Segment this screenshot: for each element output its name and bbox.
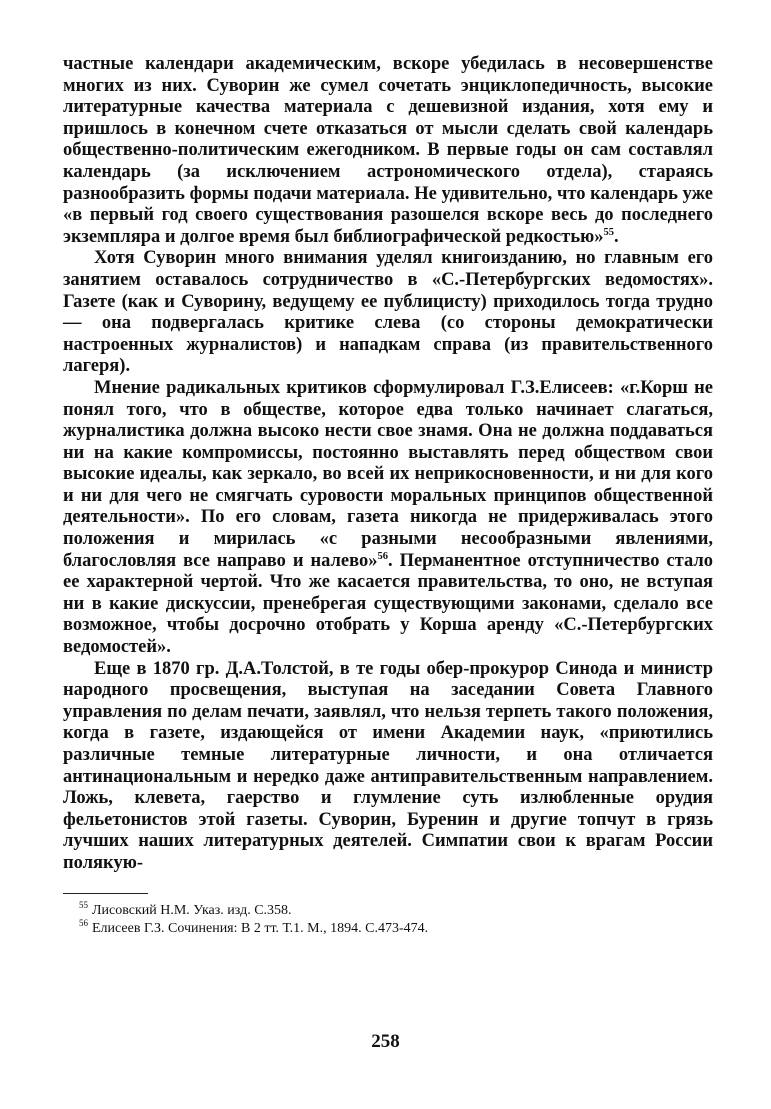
page-number: 258: [371, 1031, 400, 1052]
footnote-56-text: Елисеев Г.З. Сочинения: В 2 тт. Т.1. М., 1894. С.473-474.: [92, 920, 429, 936]
footnotes: [63, 899, 713, 938]
paragraph-1: [63, 54, 713, 248]
footnote-56: [63, 917, 713, 938]
paragraph-3-tail: . Перманентное отступничество стало ее характерной чертой. Что же касается правительства, то оно, не вступая ни в какие дискуссии, пренебрегая существующими законами, сделало все возможное, чтобы досрочно отобрать у Корша аренду «С.-Петербургских ведомостей».: [63, 550, 713, 658]
footnote-ref-55[interactable]: 55: [603, 226, 615, 238]
body-text: [63, 54, 713, 875]
footnote-divider: [63, 893, 148, 894]
footnote-55-mark: 55: [79, 899, 88, 910]
footnote-ref-56[interactable]: 56: [377, 550, 388, 562]
footnote-55: [63, 899, 713, 920]
paragraph-3-text: Мнение радикальных критиков сформулировал Г.З.Елисеев: «г.Корш не понял того, что в обществе, которое едва только начинает слагаться, журналистика должна высоко нести свое знамя. Она не должна поддаваться ни на какие компромиссы, постоянно выставлять перед обществом свои высокие идеалы, как зеркало, во всей их неприкосновенности, и ни для кого и ни для чего не смягчать суровости моральных принципов общественной деятельности». По его словам, газета никогда не придерживалась этого положения и мирилась «с разными несообразными явлениями, благословляя все направо и налево»: [63, 377, 713, 571]
page-content: [63, 54, 713, 938]
paragraph-3: [63, 378, 713, 659]
paragraph-2-text: Хотя Суворин много внимания уделял книгоизданию, но главным его занятием оставалось сотрудничество в «С.-Петербургских ведомостях». Газете (как и Суворину, ведущему ее публицисту) приходилось тогда трудно — она подвергалась критике слева (со стороны демократически настроенных журналистов) и нападкам справа (из правительственного лагеря).: [63, 248, 713, 377]
paragraph-1-tail: .: [614, 226, 619, 247]
footnote-55-text: Лисовский Н.М. Указ. изд. С.358.: [92, 902, 292, 918]
paragraph-1-text: частные календари академическим, вскоре убедилась в несовершенстве многих из них. Суворин же сумел сочетать энциклопедичность, высокие литературные качества материала с дешевизной издания, хотя ему и пришлось в конечном счете отказаться от мысли сделать свой календарь общественно-политическим ежегодником. В первые годы он сам составлял календарь (за исключением астрономического отдела), стараясь разнообразить формы подачи материала. Не удивительно, что календарь уже «в первый год своего существования разошелся вскоре весь до последнего экземпляра и долгое время был библиографической редкостью»: [63, 54, 713, 247]
paragraph-2: [63, 248, 713, 378]
footnote-56-mark: 56: [79, 917, 88, 928]
paragraph-4-text: Еще в 1870 гр. Д.А.Толстой, в те годы обер-прокурор Синода и министр народного просвещения, выступая на заседании Совета Главного управления по делам печати, заявлял, что нельзя терпеть такого положения, когда в газете, издающейся от имени Академии наук, «приютились различные темные литературные личности, и она отличается антинациональным и нередко даже антиправительственным направлением. Ложь, клевета, гаерство и глумление суть излюбленные орудия фельетонистов этой газеты. Суворин, Буренин и другие топчут в грязь лучших наших литературных деятелей. Симпатии свои к врагам России полякую-: [63, 658, 713, 873]
paragraph-4: [63, 659, 713, 875]
